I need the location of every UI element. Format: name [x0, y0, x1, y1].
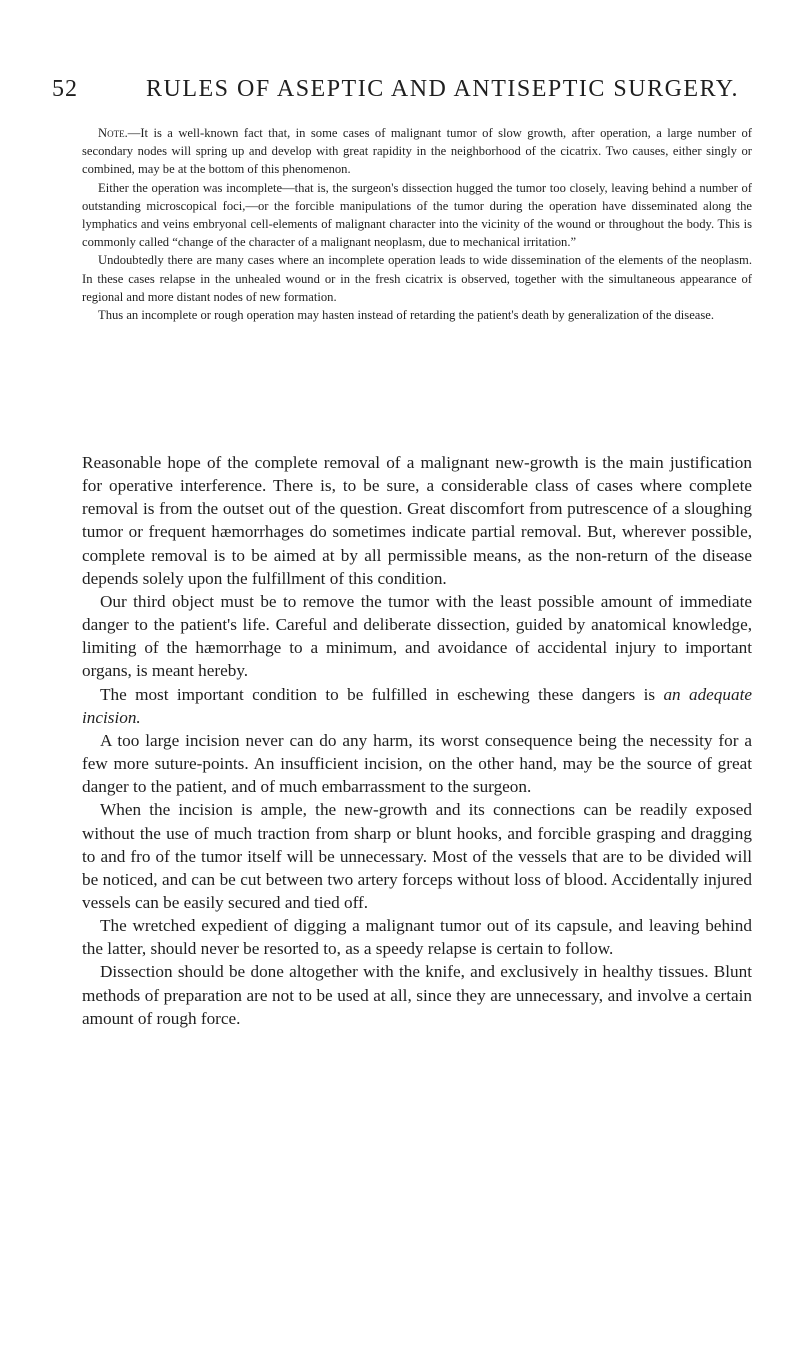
body-paragraph: The wretched expedient of digging a malignant tumor out of its capsule, and leaving behind the latter, should never be resorted to, as a speedy relapse is certain to follow. [82, 916, 752, 959]
main-text [82, 451, 752, 1030]
body-paragraph: When the incision is ample, the new-growth and its connections can be readily exposed without the use of much traction from sharp or blunt hooks, and forcible grasping and dragging to and fro of the tumor itself will be unnecessary. Most of the vessels that are to be divided will be noticed, and can be cut between two artery forceps without loss of blood. Accidentally injured vessels can be easily secured and tied off. [82, 800, 752, 912]
note-paragraph: Thus an incomplete or rough operation may hasten instead of retarding the patient's death by generalization of the disease. [98, 308, 715, 323]
footnote-block [82, 124, 752, 324]
body-paragraph [82, 683, 752, 729]
body-text-run: The most important condition to be fulfilled in eschewing these dangers is [100, 684, 664, 704]
note-text: —It is a well-known fact that, in some cases of malignant tumor of slow growth, after operation, a large number of secondary nodes will spring up and develop with great rapidity in the neighborhood of the cicatrix. Two causes, either singly or combined, may be at the bottom of this phenomenon. [82, 126, 752, 177]
note-label: Note. [98, 126, 128, 140]
emphasized-phrase: an adequate incision. [82, 684, 752, 727]
body-paragraph: A too large incision never can do any harm, its worst consequence being the necessity for a few more suture-points. An insufficient incision, on the other hand, may be the source of great danger to the patient, and of much embarrassment to the surgeon. [82, 730, 752, 797]
body-paragraph: Reasonable hope of the complete removal of a malignant new-growth is the main justification for operative interference. There is, to be sure, a considerable class of cases where complete removal is from the outset out of the question. Great discomfort from putrescence of a sloughing tumor or frequent hæmorrhages do sometimes indicate partial removal. But, wherever possible, complete removal is to be aimed at by all permissible means, as the non-return of the disease depends solely upon the fulfillment of this condition. [82, 453, 752, 588]
note-paragraph [82, 124, 752, 179]
body-paragraph: Our third object must be to remove the tumor with the least possible amount of immediate danger to the patient's life. Careful and deliberate dissection, guided by anatomical knowledge, limiting of the hæmorrhage to a minimum, and avoidance of accidental injury to important organs, is meant hereby. [82, 591, 752, 681]
page-number: 52 [52, 76, 78, 102]
note-paragraph: Undoubtedly there are many cases where an incomplete operation leads to wide dissemination of the elements of the neoplasm. In these cases relapse in the unhealed wound or in the fresh cicatrix is observed, together with the simultaneous appearance of regional and more distant nodes of new formation. [82, 253, 752, 304]
running-title: RULES OF ASEPTIC AND ANTISEPTIC SURGERY. [146, 76, 739, 102]
body-paragraph: Dissection should be done altogether with the knife, and exclusively in healthy tissues. Blunt methods of preparation are not to be used at all, since they are unnecessary, and involve a certain amount of rough force. [82, 962, 752, 1028]
note-paragraph: Either the operation was incomplete—that is, the surgeon's dissection hugged the tumor too closely, leaving behind a number of outstanding microscopical foci,—or the forcible manipulations of the tumor during the operation have disseminated along the lymphatics and veins embryonal cell-elements of malignant character into the vicinity of the wound or throughout the body. This is commonly called “change of the character of a malignant neoplasm, due to mechanical irritation.” [82, 180, 752, 250]
page-header [52, 76, 764, 110]
